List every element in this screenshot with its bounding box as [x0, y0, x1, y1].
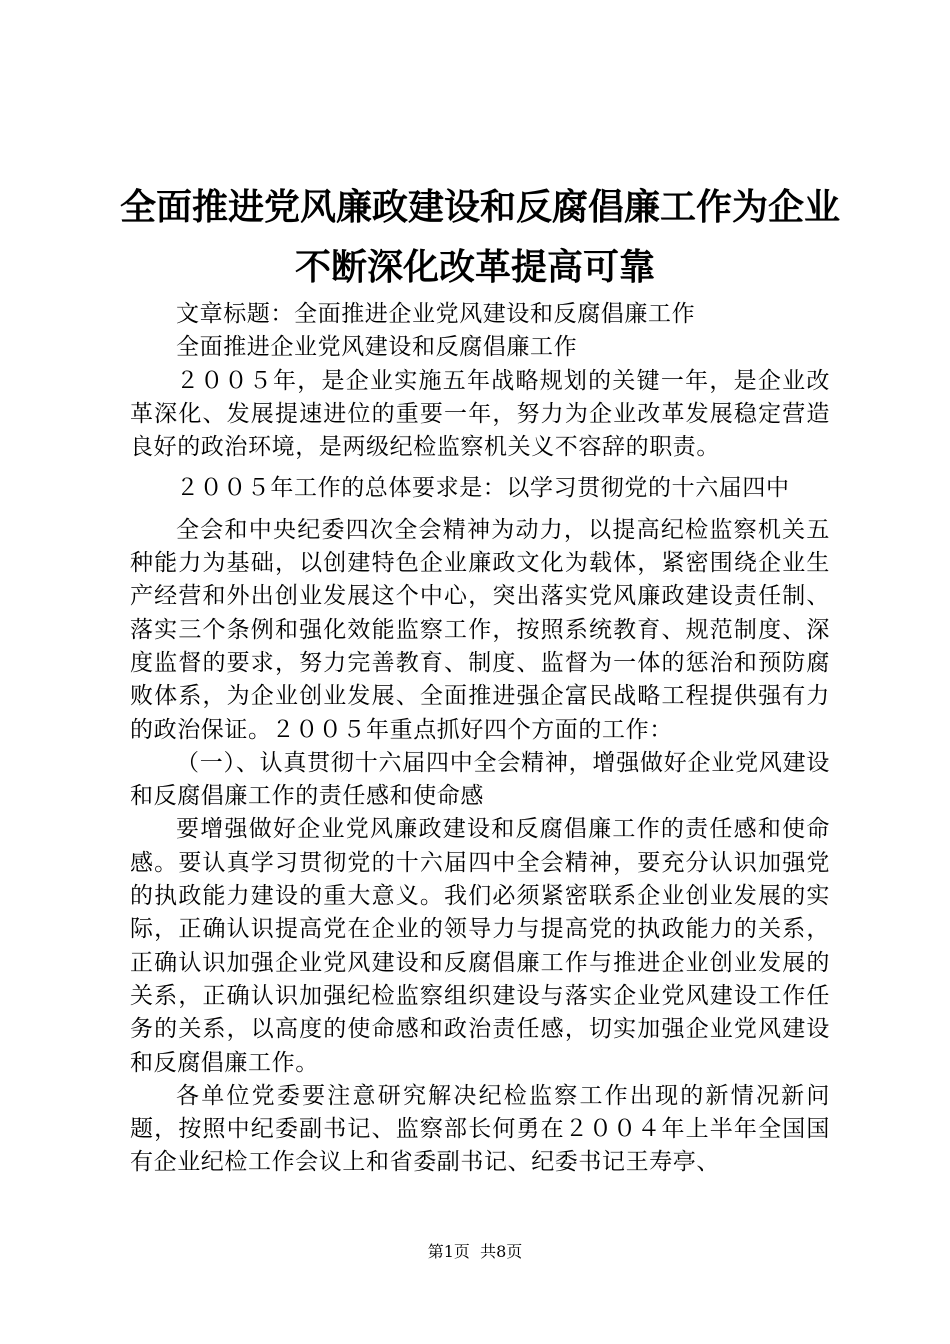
- page-number: 第1页: [427, 1242, 470, 1261]
- paragraph-plenary: 全会和中央纪委四次全会精神为动力，以提高纪检监察机关五种能力为基础，以创建特色企业廉政文化为载体，紧密围绕企业生产经营和外出创业发展这个中心，突出落实党风廉政建设责任制、落实三个条例和强化效能监察工作，按照系统教育、规范制度、深度监督的要求，努力完善教育、制度、监督为一体的惩治和预防腐败体系，为企业创业发展、全面推进强企富民战略工程提供强有力的政治保证。２００５年重点抓好四个方面的工作：: [130, 516, 830, 743]
- paragraph-responsibility: 要增强做好企业党风廉政建设和反腐倡廉工作的责任感和使命感。要认真学习贯彻党的十六届四中全会精神，要充分认识加强党的执政能力建设的重大意义。我们必须紧密联系企业创业发展的实际，正确认识提高党在企业的领导力与提高党的执政能力的关系，正确认识加强企业党风建设和反腐倡廉工作与推进企业创业发展的关系，正确认识加强纪检监察组织建设与落实企业党风建设工作任务的关系，以高度的使命感和政治责任感，切实加强企业党风建设和反腐倡廉工作。: [130, 816, 830, 1076]
- document-body: [130, 298, 830, 1180]
- document-title-line-2: 不断深化改革提高可靠: [294, 247, 655, 288]
- paragraph-intro: ２００５年，是企业实施五年战略规划的关键一年，是企业改革深化、发展提速进位的重要一年，努力为企业改革发展稳定营造良好的政治环境，是两级纪检监察机关义不容辞的职责。: [130, 367, 830, 461]
- paragraph-subtitle: 全面推进企业党风建设和反腐倡廉工作: [176, 334, 578, 361]
- document-title-line-1: 全面推进党风廉政建设和反腐倡廉工作为企业: [120, 187, 841, 228]
- paragraph-article-title: 文章标题：全面推进企业党风建设和反腐倡廉工作: [176, 301, 696, 327]
- page-total: 共8页: [480, 1242, 523, 1261]
- paragraph-section-heading-1: （一）、认真贯彻十六届四中全会精神，增强做好企业党风建设和反腐倡廉工作的责任感和使命感: [130, 749, 830, 810]
- page-footer: [0, 1242, 950, 1262]
- paragraph-requirements: ２００５年工作的总体要求是：以学习贯彻党的十六届四中: [176, 475, 790, 502]
- paragraph-party-committees: 各单位党委要注意研究解决纪检监察工作出现的新情况新问题，按照中纪委副书记、监察部长何勇在２００４年上半年全国国有企业纪检工作会议上和省委副书记、纪委书记王寿亭、: [130, 1082, 830, 1176]
